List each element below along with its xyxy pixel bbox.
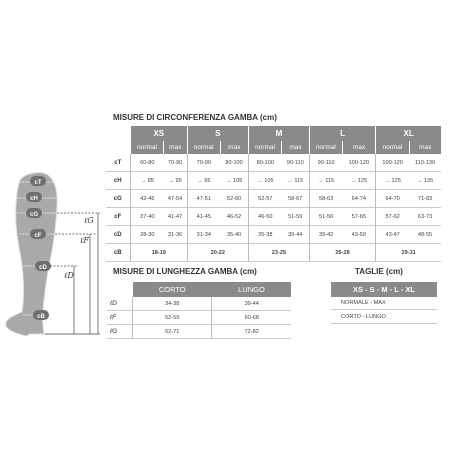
circumference-table: XS S M L XL normal max normal max normal max normal max normal max cT 60-80 70-90 70-90 80-100 80-100 90-110 90-110 100-120 100-120 110-130 cH → 85 → 95 → 95 → 105 → 105 → 115 → 115 → 125 → 125 → 135 cG 42-46 47-54 47-51 52-60 52-57 58-67 58-63 64-74 64-70 71-83 cF 37-40 41-47 41-45 46-52 46-50 51-59 51-56 57-65 57-62 63-73 cD 28-30 31-36 31-34 35-40 35-38 39-44 39-42 43-50 43-47 48-55 cB 18-19 20-22 23-25 26-28 29-31 xyxy=(105,126,441,262)
marker-cf: cF xyxy=(34,233,42,239)
size-s: S xyxy=(187,126,248,141)
table-cell: 35-38 xyxy=(249,226,282,244)
table-cell: 34-38 xyxy=(133,297,212,311)
taglie-title: TAGLIE (cm) xyxy=(355,267,403,276)
table-cell: 39-44 xyxy=(212,297,291,311)
table-cell: 63-73 xyxy=(417,213,433,220)
table-cell: 39-42 xyxy=(309,226,342,244)
table-cell: 39-44 xyxy=(288,231,303,238)
table-cell: 23-25 xyxy=(249,244,310,262)
table-cell: 28-30 xyxy=(131,226,164,244)
row-label: cF xyxy=(114,213,122,220)
label-lg: ℓG xyxy=(84,216,94,225)
table-cell: → 125 xyxy=(376,172,409,190)
table-cell: 46-50 xyxy=(249,208,282,226)
table-cell: 47-51 xyxy=(187,190,220,208)
taglie-header: XS - S - M - L - XL xyxy=(331,282,437,297)
table-cell: 47-54 xyxy=(167,195,183,202)
row-label: cB xyxy=(113,249,122,256)
marker-ct: cT xyxy=(34,180,42,186)
table-cell: → 125 xyxy=(350,177,368,184)
length-table xyxy=(107,282,291,339)
table-cell: 46-52 xyxy=(226,213,242,220)
table-cell: 58-63 xyxy=(309,190,342,208)
table-cell: 41-47 xyxy=(167,213,183,220)
row-label: ℓG xyxy=(107,325,133,339)
table-cell: 110-130 xyxy=(414,159,436,166)
table-cell: 90-110 xyxy=(286,159,304,166)
table-cell: 20-22 xyxy=(187,244,248,262)
table-row xyxy=(107,325,291,339)
table-cell: 62-71 xyxy=(133,325,212,339)
table-row xyxy=(106,154,442,172)
table-cell: 52-57 xyxy=(249,190,282,208)
table-cell: 52-60 xyxy=(226,195,242,202)
table-cell: 29-31 xyxy=(376,244,441,262)
table-row xyxy=(106,226,442,244)
marker-cg: cG xyxy=(29,212,39,218)
table-row xyxy=(106,208,442,226)
table-cell: 42-46 xyxy=(131,190,164,208)
leg-diagram xyxy=(0,0,110,452)
taglie-row-corto: CORTO - LUNGO xyxy=(331,311,437,324)
table-cell: → 105 xyxy=(249,172,282,190)
table-cell: 43-50 xyxy=(351,231,366,238)
circumference-title: MISURE DI CIRCONFERENZA GAMBA (cm) xyxy=(113,113,277,122)
table-cell: → 135 xyxy=(416,177,434,184)
marker-cb: cB xyxy=(37,314,45,320)
table-cell: 51-56 xyxy=(309,208,342,226)
table-cell: 60-80 xyxy=(131,154,164,172)
table-cell: 72-82 xyxy=(212,325,291,339)
table-row xyxy=(106,172,442,190)
marker-ch: cH xyxy=(30,196,38,202)
size-xl: XL xyxy=(376,126,441,141)
length-title: MISURE DI LUNGHEZZA GAMBA (cm) xyxy=(113,267,257,276)
table-cell: 48-55 xyxy=(417,231,433,238)
length-col-corto: CORTO xyxy=(133,282,212,297)
size-xs: XS xyxy=(131,126,188,141)
size-m: M xyxy=(249,126,310,141)
table-cell: 64-74 xyxy=(351,195,366,202)
table-cell: 57-62 xyxy=(376,208,409,226)
table-cell: → 95 xyxy=(187,172,220,190)
table-cell: 41-45 xyxy=(187,208,220,226)
table-row xyxy=(106,190,442,208)
table-cell: 57-65 xyxy=(351,213,366,220)
table-cell: 43-47 xyxy=(376,226,409,244)
table-cell: 60-68 xyxy=(212,311,291,325)
taglie-row-normale: NORMALE - MAX xyxy=(331,297,437,310)
table-cell: 70-90 xyxy=(167,159,183,166)
label-lf: ℓF xyxy=(80,236,89,245)
row-label: cD xyxy=(113,231,122,238)
table-cell: 58-67 xyxy=(288,195,303,202)
table-cell: 52-59 xyxy=(133,311,212,325)
table-row xyxy=(107,297,291,311)
table-cell: 37-40 xyxy=(131,208,164,226)
row-label: ℓD xyxy=(107,297,133,311)
table-cell: → 115 xyxy=(287,177,304,184)
table-cell: 26-28 xyxy=(309,244,375,262)
marker-cd: cD xyxy=(39,265,47,271)
label-ld: ℓD xyxy=(64,271,74,280)
row-label: cT xyxy=(114,159,122,166)
table-row-cb xyxy=(106,244,442,262)
row-label: cH xyxy=(113,177,122,184)
table-cell: 64-70 xyxy=(376,190,409,208)
table-cell: 18-19 xyxy=(131,244,188,262)
table-cell: → 115 xyxy=(309,172,342,190)
length-col-lungo: LUNGO xyxy=(212,282,291,297)
table-cell: → 105 xyxy=(225,177,243,184)
table-cell: 71-83 xyxy=(417,195,433,202)
table-row xyxy=(107,311,291,325)
table-cell: 80-100 xyxy=(225,159,243,166)
table-cell: 31-34 xyxy=(187,226,220,244)
table-cell: 51-59 xyxy=(288,213,303,220)
table-cell: 70-90 xyxy=(187,154,220,172)
table-cell: 31-36 xyxy=(167,231,183,238)
row-label: cG xyxy=(113,195,122,202)
table-cell: 100-120 xyxy=(376,154,409,172)
table-cell: 80-100 xyxy=(249,154,282,172)
row-label: ℓF xyxy=(107,311,133,325)
table-cell: → 85 xyxy=(131,172,164,190)
table-cell: 35-40 xyxy=(226,231,242,238)
table-cell: 90-110 xyxy=(309,154,342,172)
table-cell: → 95 xyxy=(168,177,182,184)
table-cell: 100-120 xyxy=(348,159,370,166)
size-l: L xyxy=(309,126,375,141)
